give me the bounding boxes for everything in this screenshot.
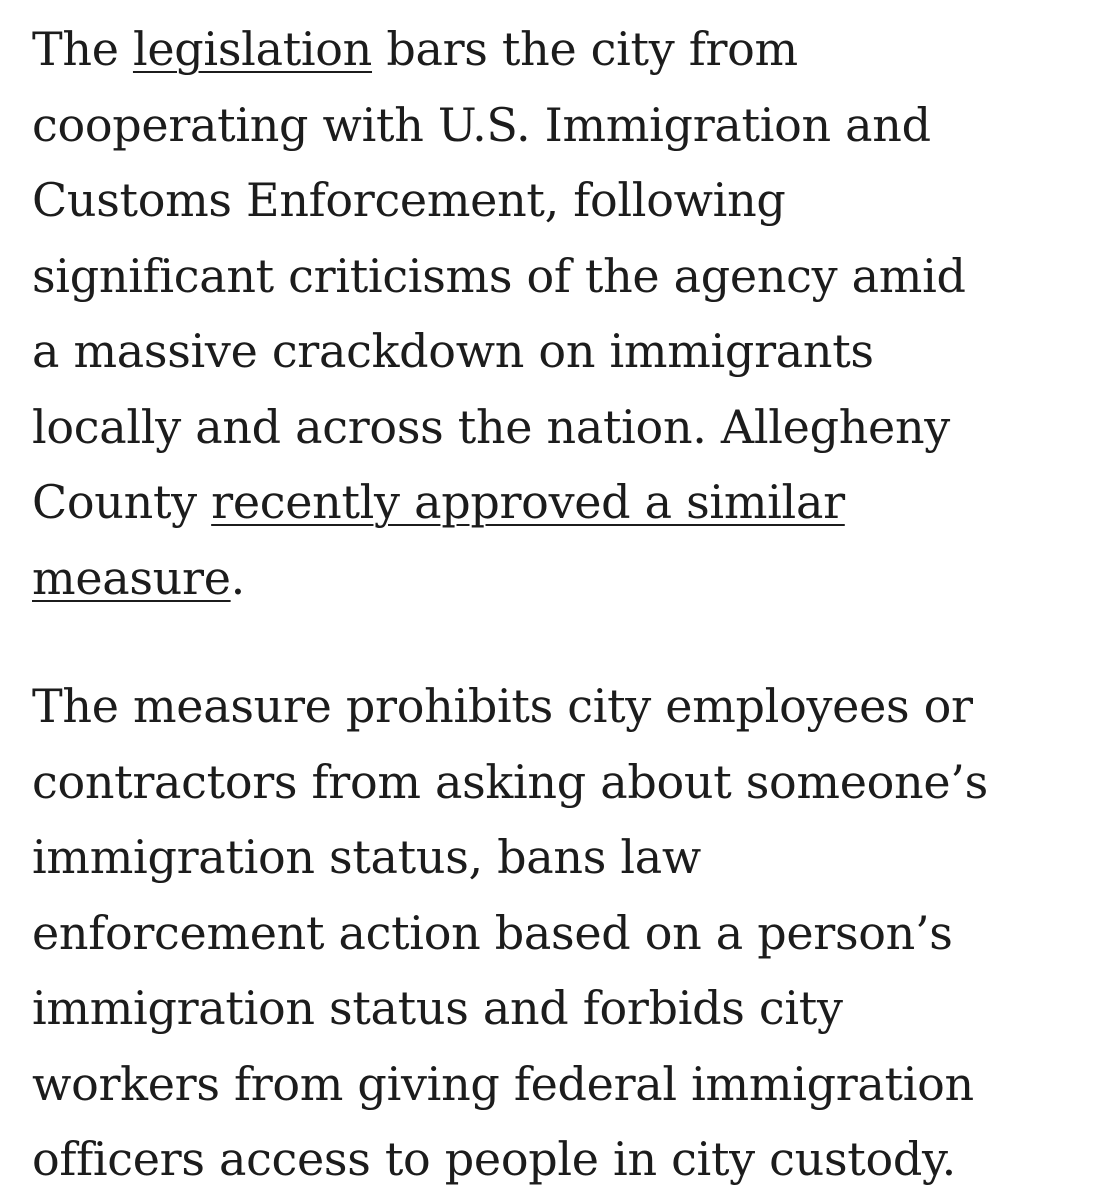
text-line: The measure prohibits city employees or: [32, 679, 973, 733]
text-run: County: [32, 475, 212, 529]
text-line: significant criticisms of the agency amid: [32, 248, 966, 303]
text-line: workers from giving federal immigration: [32, 1056, 974, 1111]
text-line: cooperating with U.S. Immigration and: [32, 97, 931, 152]
text-line: contractors from asking about someone’s: [32, 754, 988, 809]
text-run: bars the city from: [372, 22, 798, 76]
text-run: The: [32, 22, 133, 76]
legislation-link[interactable]: legislation: [132, 22, 373, 76]
similar-measure-link-continued[interactable]: measure: [32, 550, 231, 605]
text-line: [32, 12, 1082, 88]
text-line: immigration status and forbids city: [32, 981, 843, 1035]
article-body: [32, 12, 1082, 1198]
text-line: [32, 465, 1082, 541]
text-line: Customs Enforcement, following: [32, 173, 786, 227]
similar-measure-link[interactable]: recently approved a similar: [211, 475, 845, 529]
paragraph-2: [32, 669, 1082, 1198]
text-line: a massive crackdown on immigrants: [32, 324, 874, 378]
text-line: [32, 541, 1082, 617]
text-line: locally and across the nation. Allegheny: [32, 399, 950, 454]
text-line: officers access to people in city custody.: [32, 1132, 956, 1186]
text-line: immigration status, bans law: [32, 830, 701, 884]
text-run: .: [230, 550, 245, 605]
text-line: enforcement action based on a person’s: [32, 905, 953, 960]
paragraph-1: [32, 12, 1082, 616]
